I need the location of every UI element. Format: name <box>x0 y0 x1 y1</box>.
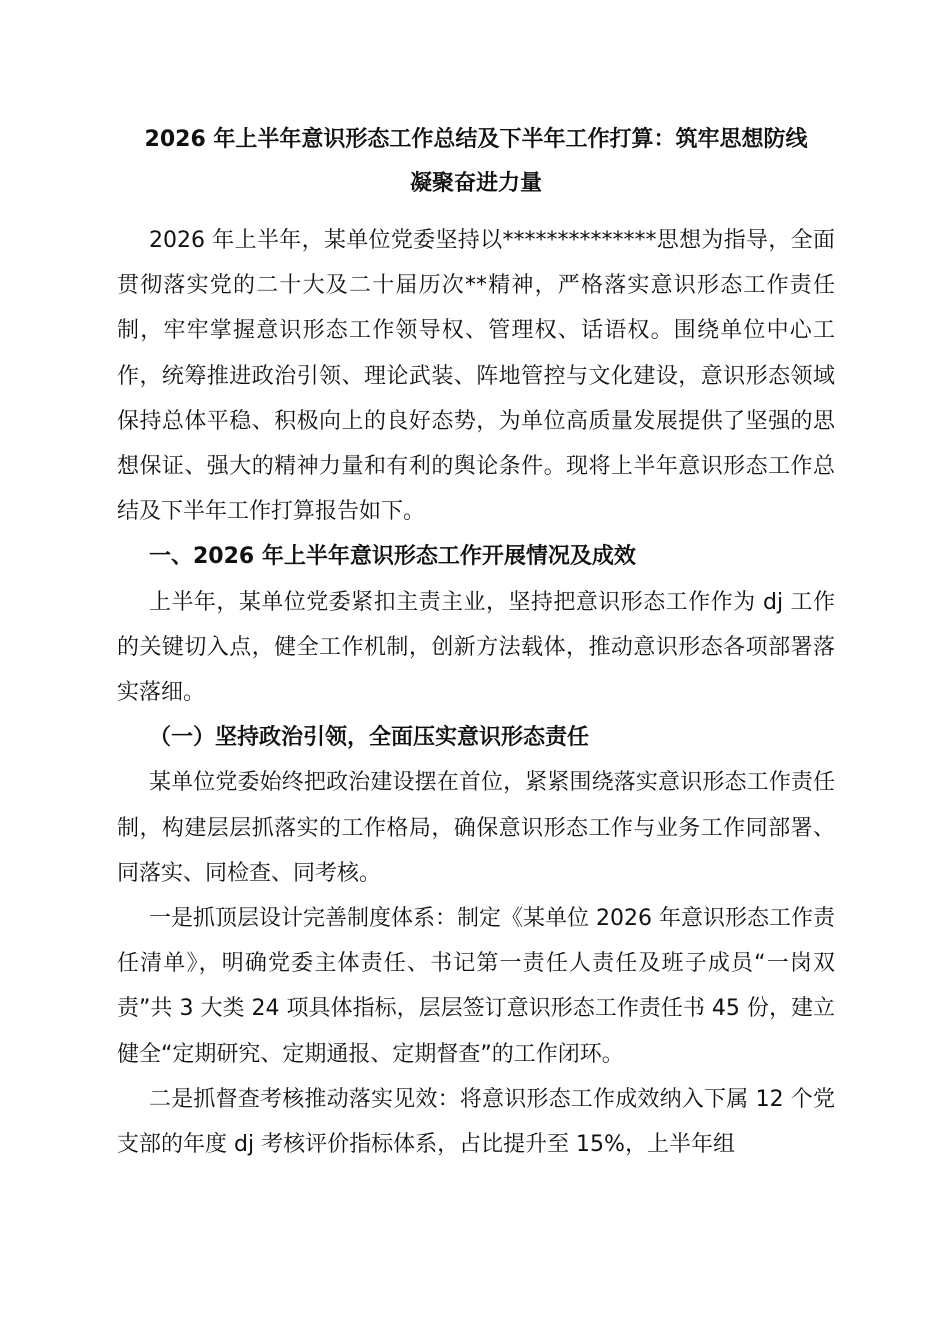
point-1-paragraph: 一是抓顶层设计完善制度体系：制定《某单位 2026 年意识形态工作责任清单》，明确党委主体责任、书记第一责任人责任及班子成员“一岗双责”共 3 大类 24 项具体指标，层层签订意识形态工作责任书 45 份，建立健全“定期研究、定期通报、定期督查”的工作闭环。 <box>117 906 835 1067</box>
title-line-1: 2026 年上半年意识形态工作总结及下半年工作打算：筑牢思想防线 <box>144 127 808 152</box>
document-body <box>117 118 835 1167</box>
document-title <box>117 118 835 206</box>
subsection-1-intro-paragraph: 某单位党委始终把政治建设摆在首位，紧紧围绕落实意识形态工作责任制，构建层层抓落实的工作格局，确保意识形态工作与业务工作同部署、同落实、同检查、同考核。 <box>117 770 835 886</box>
section-1-intro-paragraph: 上半年，某单位党委紧扣主责主业，坚持把意识形态工作作为 dj 工作的关键切入点，健全工作机制，创新方法载体，推动意识形态各项部署落实落细。 <box>117 589 835 706</box>
intro-paragraph: 2026 年上半年，某单位党委坚持以**************思想为指导，全面贯彻落实党的二十大及二十届历次**精神，严格落实意识形态工作责任制，牢牢掌握意识形态工作领导权、管理权、话语权。围绕单位中心工作，统筹推进政治引领、理论武装、阵地管控与文化建设，意识形态领域保持总体平稳、积极向上的良好态势，为单位高质量发展提供了坚强的思想保证、强大的精神力量和有利的舆论条件。现将上半年意识形态工作总结及下半年工作打算报告如下。 <box>117 228 835 525</box>
point-2-paragraph: 二是抓督查考核推动落实见效：将意识形态工作成效纳入下属 12 个党支部的年度 dj 考核评价指标体系，占比提升至 15%，上半年组 <box>117 1086 835 1158</box>
title-line-2: 凝聚奋进力量 <box>409 171 542 196</box>
section-heading-1: 一、2026 年上半年意识形态工作开展情况及成效 <box>149 544 636 570</box>
subsection-heading-1: （一）坚持政治引领，全面压实意识形态责任 <box>149 725 590 751</box>
